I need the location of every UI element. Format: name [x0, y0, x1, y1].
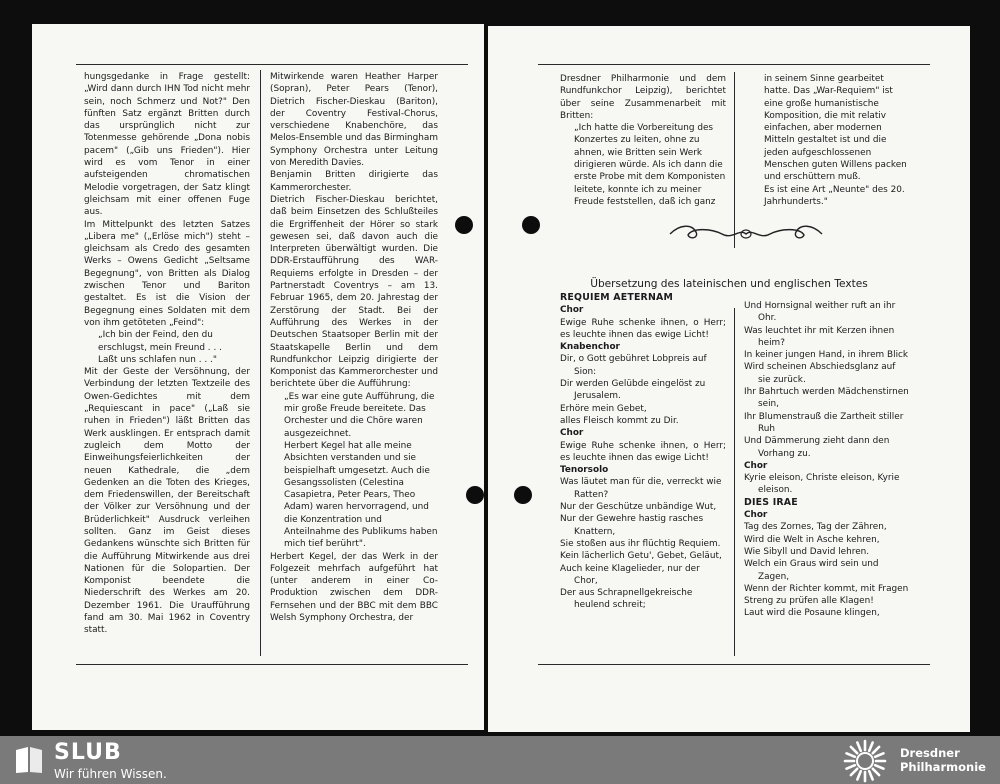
right-col1-paragraph: REQUIEM AETERNAM — [560, 292, 673, 303]
right-col2-paragraph: Chor — [744, 460, 768, 471]
right-col2-paragraph: In keiner jungen Hand, in ihrem Blick — [744, 350, 909, 361]
right-col2-paragraph: Wenn der Richter kommt, mit Fragen — [744, 583, 909, 594]
top-rule — [538, 64, 930, 65]
right-col2-paragraph: Und Hornsignal weither ruft an ihr Ohr. — [744, 301, 896, 324]
right-col1-paragraph: Chor — [560, 428, 584, 439]
right-col2-paragraph: Ihr Blumenstrauß die Zartheit stiller Ruh — [744, 411, 904, 434]
punch-hole — [514, 486, 532, 504]
right-col1-paragraph: Kein lächerlich Getu', Gebet, Geläut, — [560, 551, 722, 562]
column-divider — [260, 70, 261, 656]
dresdner-philharmonie-sun-icon — [842, 738, 888, 784]
right-col1-paragraph: Der aus Schrapnellgekreische heulend schreit; — [560, 588, 693, 611]
right-col2-paragraph: Ihr Bahrtuch werden Mädchenstirnen sein, — [744, 387, 909, 410]
right-col1-paragraph: Nur der Gewehre hastig rasches Knattern, — [560, 514, 704, 537]
right-col2-paragraph: Streng zu prüfen alle Klagen! — [744, 596, 874, 607]
right-col2-paragraph: Laut wird die Posaune klingen, — [744, 608, 880, 619]
left-col1-paragraph: Im Mittelpunkt des letzten Satzes „Libera me" („Erlöse mich") steht – gleichsam als Credo des gesamten Werks – Owens Gedicht „Seltsame Begegnung", von Britten als Dialog zwischen Tenor und Bariton gestaltet. Es ist die Vision der Begegnung eines Soldaten mit dem von ihm getöteten „Feind": — [84, 219, 250, 328]
right-col2-paragraph: Was leuchtet ihr mit Kerzen ihnen heim? — [744, 325, 895, 348]
dresdner-philharmonie-name — [900, 746, 986, 774]
ornament-flourish — [666, 222, 826, 246]
right-column-1 — [560, 292, 726, 612]
left-col1-paragraph: Laßt uns schlafen nun . . ." — [98, 354, 217, 365]
dp-line-1: Dresdner — [900, 746, 960, 760]
right-top2-paragraph: Es ist eine Art „Neunte" des 20. Jahrhunderts." — [764, 184, 905, 207]
right-column-2 — [744, 300, 910, 620]
right-top1-paragraph: Dresdner Philharmonie und dem Rundfunkchor Leipzig), berichtet über seine Zusammenarbeit mit Britten: — [560, 74, 726, 121]
column-divider-bottom — [734, 308, 735, 656]
right-top-column-2 — [750, 73, 912, 208]
translation-title: Übersetzung des lateinischen und englischen Textes — [590, 278, 868, 290]
right-col2-paragraph: Und Dämmerung zieht dann den Vorhang zu. — [744, 436, 890, 459]
slub-book-icon — [14, 746, 44, 774]
left-col1-paragraph: „Ich bin der Feind, den du erschlugst, mein Freund . . . — [98, 330, 222, 353]
right-col1-paragraph: Tenorsolo — [560, 465, 609, 476]
left-column-2 — [270, 71, 438, 624]
right-col2-paragraph: Tag des Zornes, Tag der Zähren, — [744, 522, 887, 533]
right-col1-paragraph: Ewige Ruhe schenke ihnen, o Herr; es leuchte ihnen das ewige Licht! — [560, 317, 726, 340]
right-col1-paragraph: Nur der Geschütze unbändige Wut, — [560, 502, 717, 513]
bottom-rule — [538, 664, 930, 665]
punch-hole — [466, 486, 484, 504]
left-column-1 — [84, 71, 250, 637]
right-top-column-1 — [560, 73, 726, 208]
footer-bar — [0, 736, 1000, 784]
right-col2-paragraph: Kyrie eleison, Christe eleison, Kyrie eleison. — [744, 473, 900, 496]
right-col2-paragraph: Wird die Welt in Asche kehren, — [744, 534, 880, 545]
left-col2-paragraph: Benjamin Britten dirigierte das Kammerorchester. — [270, 170, 438, 193]
right-top1-paragraph: „Ich hatte die Vorbereitung des Konzertes zu leiten, ohne zu ahnen, wie Britten sein Werk dirigieren würde. Als ich dann die erste Probe mit dem Komponisten leitete, konnte ich zu meiner Freude feststellen, daß ich ganz — [574, 123, 726, 207]
left-col2-paragraph: Mitwirkende waren Heather Harper (Sopran), Peter Pears (Tenor), Dietrich Fischer-Dieskau (Bariton), der Coventry Festival-Chorus, verschiedene Knabenchöre, das Melos-Ensemble und das Birmingham Symphony Orchestra unter Leitung von Meredith Davies. — [270, 72, 438, 169]
left-col1-paragraph: Mit der Geste der Versöhnung, der Verbindung der letzten Textzeile des Owen-Gedichtes mit dem „Requiescant in pace" („Laß sie ruhen in Frieden") läßt Britten das Werk ausklingen. Er entsprach damit zugleich dem Motto der Einweihungsfeierlichkeiten der neuen Kathedrale, die „dem Gedenken an die Toten des Krieges, dem Friedenswillen, der Bereitschaft der Völker zur Versöhnung und der Brüderlichkeit" Ausdruck verleihen sollten. Ganz im Geist dieses Gedankens wünschte sich Britten für die Aufführung Mitwirkende aus drei Nationen für die Solopartien. Der Komponist beendete die Niederschrift des Werkes am 20. Dezember 1961. Die Uraufführung fand am 30. Mai 1962 in Coventry statt. — [84, 367, 250, 636]
left-col1-paragraph: hungsgedanke in Frage gestellt: „Wird dann durch IHN Tod nicht mehr sein, noch Schmerz und Not?" Den fünften Satz ergänzt Britten durch das ursprünglich nicht zur Totenmesse gehörende „Dona nobis pacem" („Gib uns Frieden"). Hier wird es vom Tenor in einer aufsteigenden chromatischen Melodie vorgetragen, der Satz klingt gleichsam mit einer offenen Fuge aus. — [84, 72, 250, 218]
right-col1-paragraph: Auch keine Klagelieder, nur der Chor, — [560, 563, 700, 586]
right-col1-paragraph: Chor — [560, 305, 584, 316]
right-col1-paragraph: Dir werden Gelübde eingelöst zu Jerusalem. — [560, 379, 706, 402]
right-col2-paragraph: Wie Sibyll und David lehren. — [744, 546, 870, 557]
right-col1-paragraph: Was läutet man für die, verreckt wie Ratten? — [560, 477, 722, 500]
left-col2-paragraph: „Es war eine gute Aufführung, die mir große Freude bereitete. Das Orchester und die Chöre waren ausgezeichnet. — [284, 391, 435, 439]
right-top2-paragraph: in seinem Sinne gearbeitet hatte. Das „War-Requiem" ist eine große humanistische Komposition, die mit relativ einfachen, aber modernen Mitteln gestaltet ist und die jeden aufgeschlossenen Menschen guten Willens packen und erschüttern muß. — [764, 74, 907, 183]
punch-hole — [455, 216, 473, 234]
slub-tagline: Wir führen Wissen. — [54, 767, 167, 781]
right-page — [488, 26, 970, 732]
punch-hole — [522, 216, 540, 234]
top-rule — [76, 64, 468, 65]
right-col1-paragraph: Sie stoßen aus ihr flüchtig Requiem. — [560, 538, 721, 549]
right-col1-paragraph: Erhöre mein Gebet, — [560, 403, 647, 414]
left-page — [32, 24, 484, 730]
right-col2-paragraph: Welch ein Graus wird sein und Zagen, — [744, 559, 879, 582]
right-col1-paragraph: alles Fleisch kommt zu Dir. — [560, 415, 679, 426]
bottom-rule — [76, 664, 468, 665]
right-col1-paragraph: Knabenchor — [560, 342, 620, 353]
left-col2-paragraph: Herbert Kegel hat alle meine Absichten verstanden und sie beispielhaft umgesetzt. Auch die Gesangssolisten (Celestina Casapietra, Peter Pears, Theo Adam) waren hervorragend, und die Konzentration und Anteilnahme des Publikums haben mich tief berührt". — [284, 440, 438, 550]
right-col2-paragraph: DIES IRAE — [744, 496, 798, 508]
left-col2-paragraph: Dietrich Fischer-Dieskau berichtet, daß beim Einsetzen des Schlußteiles die Ergriffenheit der Hörer so stark gewesen sei, daß davon auch die Interpreten überwältigt wurden. Die DDR-Erstaufführung des WAR-Requiems erfolgte in Dresden – der Partnerstadt Coventrys – am 13. Februar 1965, dem 20. Jahrestag der Zerstörung der Stadt. Bei der Aufführung des Werkes in der Deutschen Staatsoper Berlin mit der Staatskapelle Berlin und dem Rundfunkchor Leipzig dirigierte der Komponist das Kammerorchester und berichtete über die Aufführung: — [270, 194, 438, 390]
right-col1-paragraph: Ewige Ruhe schenke ihnen, o Herr; es leuchte ihnen das ewige Licht! — [560, 440, 726, 463]
right-col1-paragraph: Dir, o Gott gebühret Lobpreis auf Sion: — [560, 354, 707, 377]
right-col2-paragraph: Wird scheinen Abschiedsglanz auf sie zurück. — [744, 362, 896, 385]
slub-name: SLUB — [54, 740, 122, 765]
left-col2-paragraph: Herbert Kegel, der das Werk in der Folgezeit mehrfach aufgeführt hat (unter anderem in einer Co-Produktion zwischen dem DDR-Fernsehen und der BBC mit dem BBC Welsh Symphony Orchestra, der — [270, 551, 438, 624]
dp-line-2: Philharmonie — [900, 760, 986, 774]
right-col2-paragraph: Chor — [744, 510, 768, 521]
